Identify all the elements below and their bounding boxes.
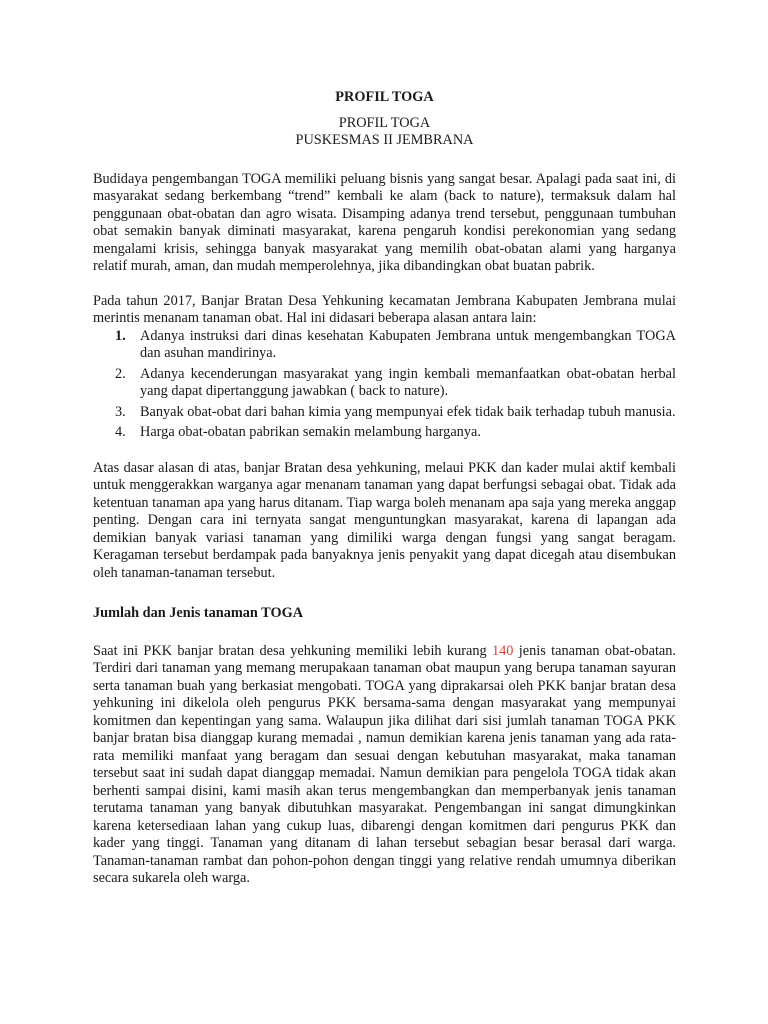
list-item — [93, 366, 676, 401]
highlighted-count: 140 — [491, 642, 514, 659]
document-subtitle-2: PUSKESMAS II JEMBRANA — [295, 132, 474, 148]
list-item — [93, 404, 676, 422]
section-heading: Jumlah dan Jenis tanaman TOGA — [93, 605, 304, 621]
paragraph-plant-count — [93, 643, 676, 888]
list-item — [93, 328, 676, 363]
reasons-list — [93, 328, 676, 442]
list-item-text: Banyak obat-obat dari bahan kimia yang mempunyai efek tidak baik terhadap tubuh manusia. — [140, 403, 676, 420]
paragraph-reasoning: Atas dasar alasan di atas, banjar Bratan desa yehkuning, melaui PKK dan kader mulai aktif kembali untuk menggerakkan warganya agar menanam tanaman yang dapat berfungsi sebagai obat. Tidak ada ketentuan tanaman apa yang harus ditanam. Tiap warga boleh menanam apa saja yang mereka anggap penting. Dengan cara ini ternyata sangat menguntungkan masyarakat, karena di lapangan ada demikian banyak variasi tanaman yang dimiliki warga dengan fungsi yang sangat beragam. Keragaman tersebut berdampak pada banyaknya jenis penyakit yang dapat dicegah atau disembukan oleh tanaman-tanaman tersebut. — [93, 459, 676, 581]
list-item-text: Adanya kecenderungan masyarakat yang ingin kembali memanfaatkan obat-obatan herbal yang dapat dipertanggung jawabkan ( back to nature). — [140, 365, 676, 399]
list-item-text: Harga obat-obatan pabrikan semakin melambung harganya. — [140, 424, 481, 440]
document-subtitle-1: PROFIL TOGA — [338, 114, 431, 131]
paragraph-intro: Budidaya pengembangan TOGA memiliki peluang bisnis yang sangat besar. Apalagi pada saat ini, di masyarakat sedang berkembang “trend” kembali ke alam (back to nature), termaksuk dalam hal penggunaan obat-obatan dan agro wisata. Disamping adanya trend tersebut, penggunaan tumbuhan obat semakin banyak diminati masyarakat, karena pengaruh kondisi perekonomian yang sedang mengalami krisis, sehingga banyak masyarakat yang memilih obat-obatan alami yang harganya relatif murah, aman, dan mudah memperolehnya, jika dibandingkan obat buatan pabrik. — [93, 170, 676, 274]
list-item-number: 2. — [115, 365, 126, 382]
list-item-text: Adanya instruksi dari dinas kesehatan Kabupaten Jembrana untuk mengembangkan TOGA dan asuhan mandirinya. — [140, 327, 676, 361]
paragraph-background: Pada tahun 2017, Banjar Bratan Desa Yehkuning kecamatan Jembrana Kabupaten Jembrana mulai merintis menanam tanaman obat. Hal ini didasari beberapa alasan antara lain: — [93, 292, 676, 326]
list-item-number: 4. — [115, 424, 126, 440]
document-page — [93, 89, 676, 888]
paragraph-text-end: jenis tanaman obat-obatan. Terdiri dari tanaman yang memang merupakaan tanaman obat maupun yang berupa tanaman sayuran serta tanaman buah yang berkasiat mengobati. TOGA yang diprakarsai oleh PKK banjar bratan desa yehkuning ini dikelola oleh pengurus PKK bersama-sama dengan masyarakat yang mempunyai komitmen dan kepentingan yang sama. Walaupun jika dilihat dari sisi jumlah tanaman TOGA PKK banjar bratan bisa dianggap kurang memadai , namun demikian karena jenis tanaman yang ada rata-rata memiliki manfaat yang beragam dan sesuai dengan kebutuhan masyarakat, maka tanaman tersebut saat ini sudah dapat dianggap memadai. Namun demikian para pengelola TOGA tidak akan berhenti sampai disini, kami masih akan terus mengembangkan dan memperbanyak jenis tanaman terutama tanaman yang banyak dibutuhkan masyarakat. Pengembangan ini sangat dimungkinkan karena ketersediaan lahan yang cukup luas, dibarengi dengan komitmen dari pengurus PKK dan kader yang tinggi. Tanaman yang ditanam di lahan tersebut sebagian besar berasal dari warga. Tanaman-tanaman rambat dan pohon-pohon dengan tinggi yang relative rendah umumnya diberikan secara sukarela oleh warga. — [93, 642, 676, 886]
paragraph-text-start: Saat ini PKK banjar bratan desa yehkuning memiliki lebih kurang — [93, 642, 492, 659]
list-item — [93, 424, 676, 442]
list-item-number: 3. — [115, 403, 126, 420]
document-title: PROFIL TOGA — [335, 89, 434, 105]
list-item-number: 1. — [115, 327, 126, 344]
